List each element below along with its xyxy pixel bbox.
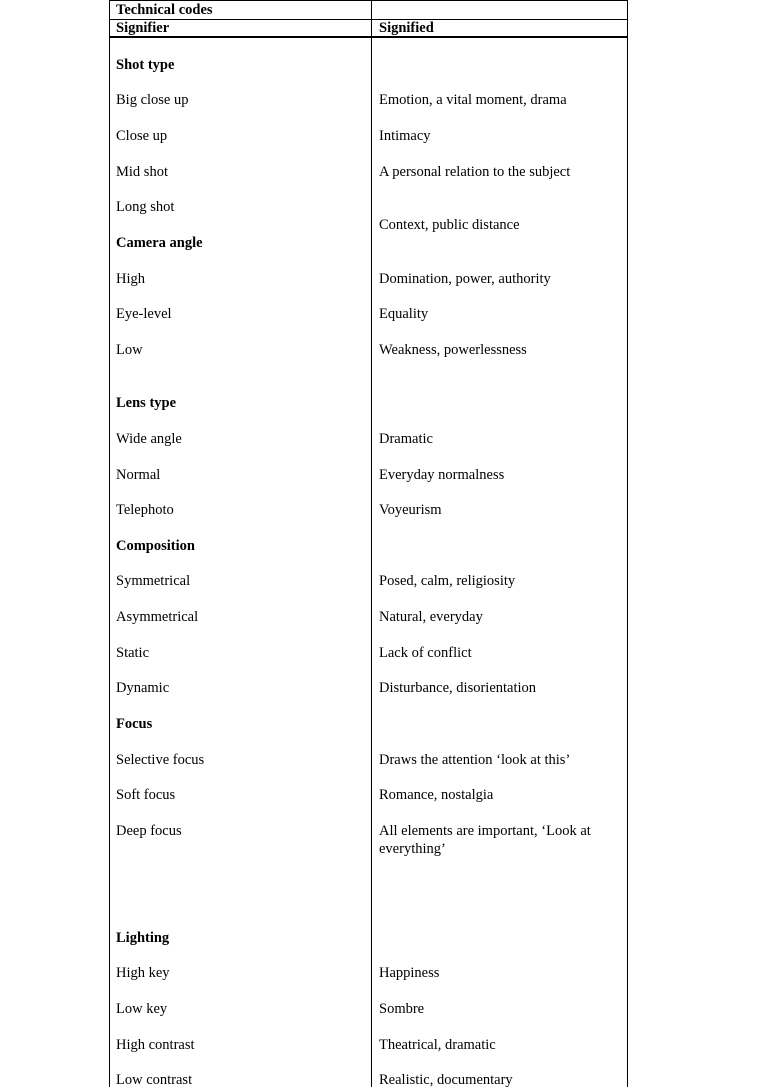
header-bottom-border — [109, 36, 628, 38]
signified-low: Weakness, powerlessness — [379, 342, 527, 358]
signifier-selective-focus: Selective focus — [116, 752, 205, 768]
table-title: Technical codes — [116, 2, 213, 18]
signified-low-key: Sombre — [379, 1001, 425, 1017]
signifier-high-key: High key — [116, 965, 170, 981]
section-heading-lens-type: Lens type — [116, 395, 177, 411]
section-heading-composition: Composition — [116, 538, 195, 554]
signifier-normal: Normal — [116, 467, 161, 483]
signifier-wide-angle: Wide angle — [116, 431, 182, 447]
signifier-low-contrast: Low contrast — [116, 1072, 193, 1088]
signified-big-close-up: Emotion, a vital moment, drama — [379, 92, 567, 108]
signifier-telephoto: Telephoto — [116, 502, 174, 518]
signifier-static: Static — [116, 645, 150, 661]
signifier-mid-shot: Mid shot — [116, 164, 168, 180]
signified-symmetrical: Posed, calm, religiosity — [379, 573, 516, 589]
signified-high-contrast: Theatrical, dramatic — [379, 1037, 496, 1053]
table-left-border — [109, 0, 110, 1087]
signified-wide-angle: Dramatic — [379, 431, 433, 447]
signified-close-up: Intimacy — [379, 128, 431, 144]
signified-asymmetrical: Natural, everyday — [379, 609, 483, 625]
signified-high-key: Happiness — [379, 965, 440, 981]
signifier-low-key: Low key — [116, 1001, 168, 1017]
signified-deep-focus: All elements are important, ‘Look at everything’ — [379, 823, 591, 857]
signifier-high: High — [116, 271, 145, 287]
signifier-long-shot: Long shot — [116, 199, 175, 215]
signifier-asymmetrical: Asymmetrical — [116, 609, 199, 625]
signified-low-contrast: Realistic, documentary — [379, 1072, 513, 1088]
signifier-low: Low — [116, 342, 143, 358]
signifier-eye-level: Eye-level — [116, 306, 172, 322]
signifier-high-contrast: High contrast — [116, 1037, 195, 1053]
signified-dynamic: Disturbance, disorientation — [379, 680, 537, 696]
signifier-symmetrical: Symmetrical — [116, 573, 191, 589]
section-heading-shot-type: Shot type — [116, 57, 175, 73]
signified-column-header: Signified — [379, 20, 434, 36]
signifier-soft-focus: Soft focus — [116, 787, 176, 803]
signified-mid-shot: A personal relation to the subject — [379, 164, 571, 180]
signified-soft-focus: Romance, nostalgia — [379, 787, 494, 803]
signified-high: Domination, power, authority — [379, 271, 551, 287]
section-heading-focus: Focus — [116, 716, 153, 732]
signifier-column-header: Signifier — [116, 20, 170, 36]
signified-selective-focus: Draws the attention ‘look at this’ — [379, 752, 571, 768]
section-heading-lighting: Lighting — [116, 930, 170, 946]
section-heading-camera-angle: Camera angle — [116, 235, 203, 251]
header-divider — [109, 19, 628, 20]
signified-static: Lack of conflict — [379, 645, 472, 661]
column-divider — [371, 0, 372, 1087]
signified-long-shot: Context, public distance — [379, 217, 520, 233]
signifier-deep-focus: Deep focus — [116, 823, 182, 839]
table-right-border — [627, 0, 628, 1087]
signified-eye-level: Equality — [379, 306, 429, 322]
signified-normal: Everyday normalness — [379, 467, 505, 483]
signifier-big-close-up: Big close up — [116, 92, 189, 108]
signified-telephoto: Voyeurism — [379, 502, 442, 518]
signifier-close-up: Close up — [116, 128, 168, 144]
signifier-dynamic: Dynamic — [116, 680, 170, 696]
